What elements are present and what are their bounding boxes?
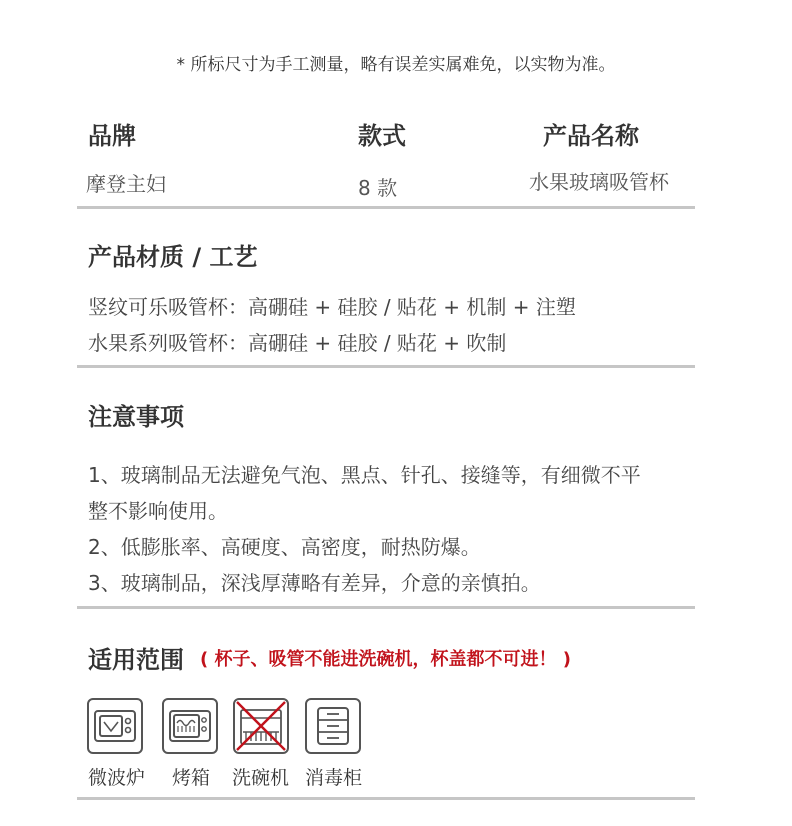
dishwasher-crossed-icon	[233, 698, 289, 754]
usage-label-oven: 烤箱	[172, 767, 211, 789]
notice-line: 整不影响使用。	[88, 499, 228, 523]
oven-icon	[162, 698, 218, 754]
microwave-icon	[87, 698, 143, 754]
spec-value-brand: 摩登主妇	[86, 172, 166, 196]
sterilizer-cabinet-icon	[305, 698, 361, 754]
material-title: 产品材质 / 工艺	[88, 243, 258, 271]
divider	[77, 606, 695, 609]
spec-header-brand: 品牌	[88, 122, 136, 150]
measurement-note: * 所标尺寸为手工测量，略有误差实属难免，以实物为准。	[176, 55, 616, 75]
material-line: 水果系列吸管杯：高硼硅 + 硅胶 / 贴花 + 吹制	[88, 331, 507, 355]
material-line: 竖纹可乐吸管杯：高硼硅 + 硅胶 / 贴花 + 机制 + 注塑	[88, 295, 576, 319]
notice-line: 3、玻璃制品，深浅厚薄略有差异，介意的亲慎拍。	[88, 571, 541, 595]
spec-header-product-name: 产品名称	[543, 122, 639, 150]
usage-label-sterilizer: 消毒柜	[305, 767, 363, 789]
divider	[77, 797, 695, 800]
spec-value-style: 8 款	[358, 176, 398, 200]
dishwasher-warning: ( 杯子、吸管不能进洗碗机，杯盖都不可进！ )	[200, 649, 571, 670]
notice-line: 1、玻璃制品无法避免气泡、黑点、针孔、接缝等，有细微不平	[88, 463, 641, 487]
divider	[77, 206, 695, 209]
usage-title: 适用范围	[88, 646, 184, 674]
spec-header-style: 款式	[358, 122, 406, 150]
spec-value-product-name: 水果玻璃吸管杯	[529, 170, 669, 194]
notice-line: 2、低膨胀率、高硬度、高密度，耐热防爆。	[88, 535, 481, 559]
notice-title: 注意事项	[88, 403, 184, 431]
divider	[77, 365, 695, 368]
usage-label-dishwasher: 洗碗机	[232, 767, 290, 789]
usage-label-microwave: 微波炉	[88, 767, 146, 789]
